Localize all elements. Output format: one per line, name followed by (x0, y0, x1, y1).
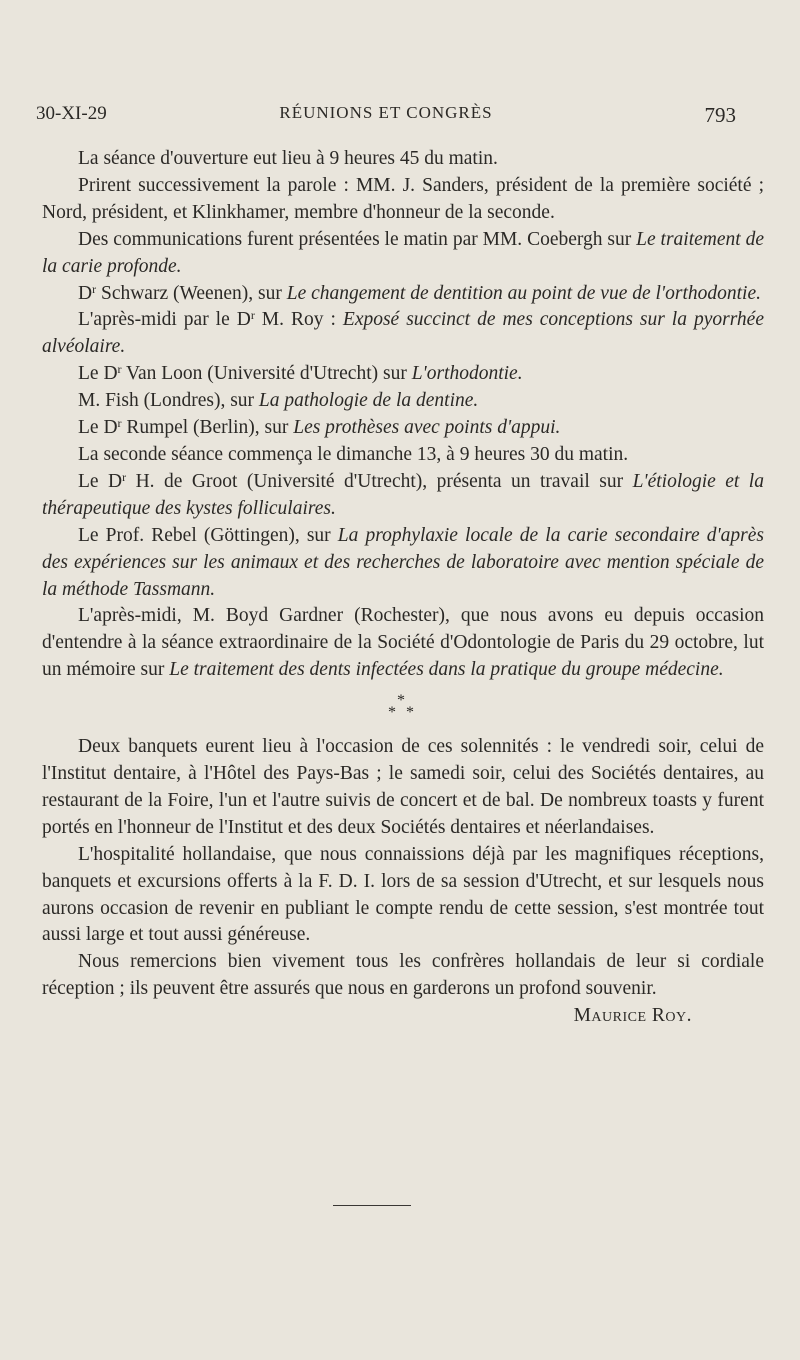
paragraph-thanks: Nous remercions bien vivement tous les confrères hollandais de leur si cordiale réception ; ils peuvent être assurés que nous en garderons un profond souvenir. (42, 951, 764, 1000)
header-date: 30-XI-29 (36, 103, 107, 124)
running-header (36, 103, 736, 131)
paragraph-van-loon: Le $D^r$ Van Loon (Université d'Utrecht) sur L'orthodontie. (78, 362, 523, 385)
talk-title: L'étiologie et la thérapeutique des kystes folliculaires. (42, 470, 764, 519)
talk-title: Le changement de dentition au point de vue de l'orthodontie. (286, 282, 761, 304)
paragraph-speakers: Prirent successivement la parole : MM. J. Sanders, président de la première société ; Nord, président, et Klinkhamer, membre d'honneur de la seconde. (42, 174, 764, 223)
asterism-separator: * * * (388, 692, 414, 722)
talk-title: Le traitement de la carie profonde. (42, 228, 764, 277)
paragraph-rumpel: Le $D^r$ Rumpel (Berlin), sur Les prothèses avec points d'appui. (78, 416, 561, 439)
talk-title: Exposé succinct de mes conceptions sur la pyorrhée alvéolaire. (42, 309, 764, 358)
paragraph-fish: M. Fish (Londres), sur La pathologie de la dentine. (78, 390, 479, 412)
paragraph-second-session: La seconde séance commença le dimanche 13, à 9 heures 30 du matin. (78, 443, 629, 465)
paragraph-roy: L'après-midi par le $D^r$ M. Roy : Exposé succinct de mes conceptions sur la pyorrhée alvéolaire. (42, 308, 764, 358)
talk-title: La pathologie de la dentine. (258, 390, 479, 412)
header-title: RÉUNIONS ET CONGRÈS (279, 103, 493, 122)
page-number: 793 (704, 103, 736, 127)
paragraph-de-groot: Le $D^r$ H. de Groot (Université d'Utrecht), présenta un travail sur L'étiologie et la thérapeutique des kystes folliculaires. (42, 469, 764, 519)
paragraph-rebel: Le Prof. Rebel (Göttingen), sur La prophylaxie locale de la carie secondaire d'après des expériences sur les animaux et des recherches de laboratoire avec mention spéciale de la méthode Tassmann. (42, 524, 764, 600)
article-body (42, 146, 764, 1030)
paragraph-boyd-gardner: L'après-midi, M. Boyd Gardner (Rochester), que nous avons eu depuis occasion d'entendre à la séance extraordinaire de la Société d'Odontologie de Paris du 29 octobre, lut un mémoire sur Le traitement des dents infectées dans la pratique du groupe médecine. (42, 605, 764, 681)
talk-title: La prophylaxie locale de la carie secondaire d'après des expériences sur les animaux et des recherches de laboratoire avec mention spéciale de la méthode Tassmann. (42, 524, 764, 600)
paragraph-banquets: Deux banquets eurent lieu à l'occasion de ces solennités : le vendredi soir, celui de l'Institut dentaire, à l'Hôtel des Pays-Bas ; le samedi soir, celui des Sociétés dentaires, au restaurant de la Foire, l'un et l'autre suivis de concert et de bal. De nombreux toasts y furent portés en l'honneur de l'Institut et des deux Sociétés dentaires et néerlandaises. (42, 736, 764, 838)
paragraph-hospitality: L'hospitalité hollandaise, que nous connaissions déjà par les magnifiques réceptions, banquets et excursions offerts à la F. D. I. lors de sa session d'Utrecht, et sur lesquels nous aurons occasion de revenir en publiant le compte rendu de cette session, s'est montrée tout aussi large et tout aussi généreuse. (42, 843, 764, 946)
talk-title: Le traitement des dents infectées dans la pratique du groupe médecine. (169, 659, 724, 681)
paragraph-schwarz: $D^r$ Schwarz (Weenen), sur Le changement de dentition au point de vue de l'orthodontie. (78, 281, 761, 304)
paragraph-coebergh: Des communications furent présentées le matin par MM. Coebergh sur Le traitement de la carie profonde. (42, 228, 764, 277)
talk-title: Les prothèses avec points d'appui. (293, 417, 561, 439)
paragraph-opening-session: La séance d'ouverture eut lieu à 9 heures 45 du matin. (78, 148, 498, 169)
talk-title: L'orthodontie. (411, 363, 523, 385)
author-signature: Maurice Roy. (573, 1005, 692, 1027)
end-rule (333, 1205, 411, 1206)
